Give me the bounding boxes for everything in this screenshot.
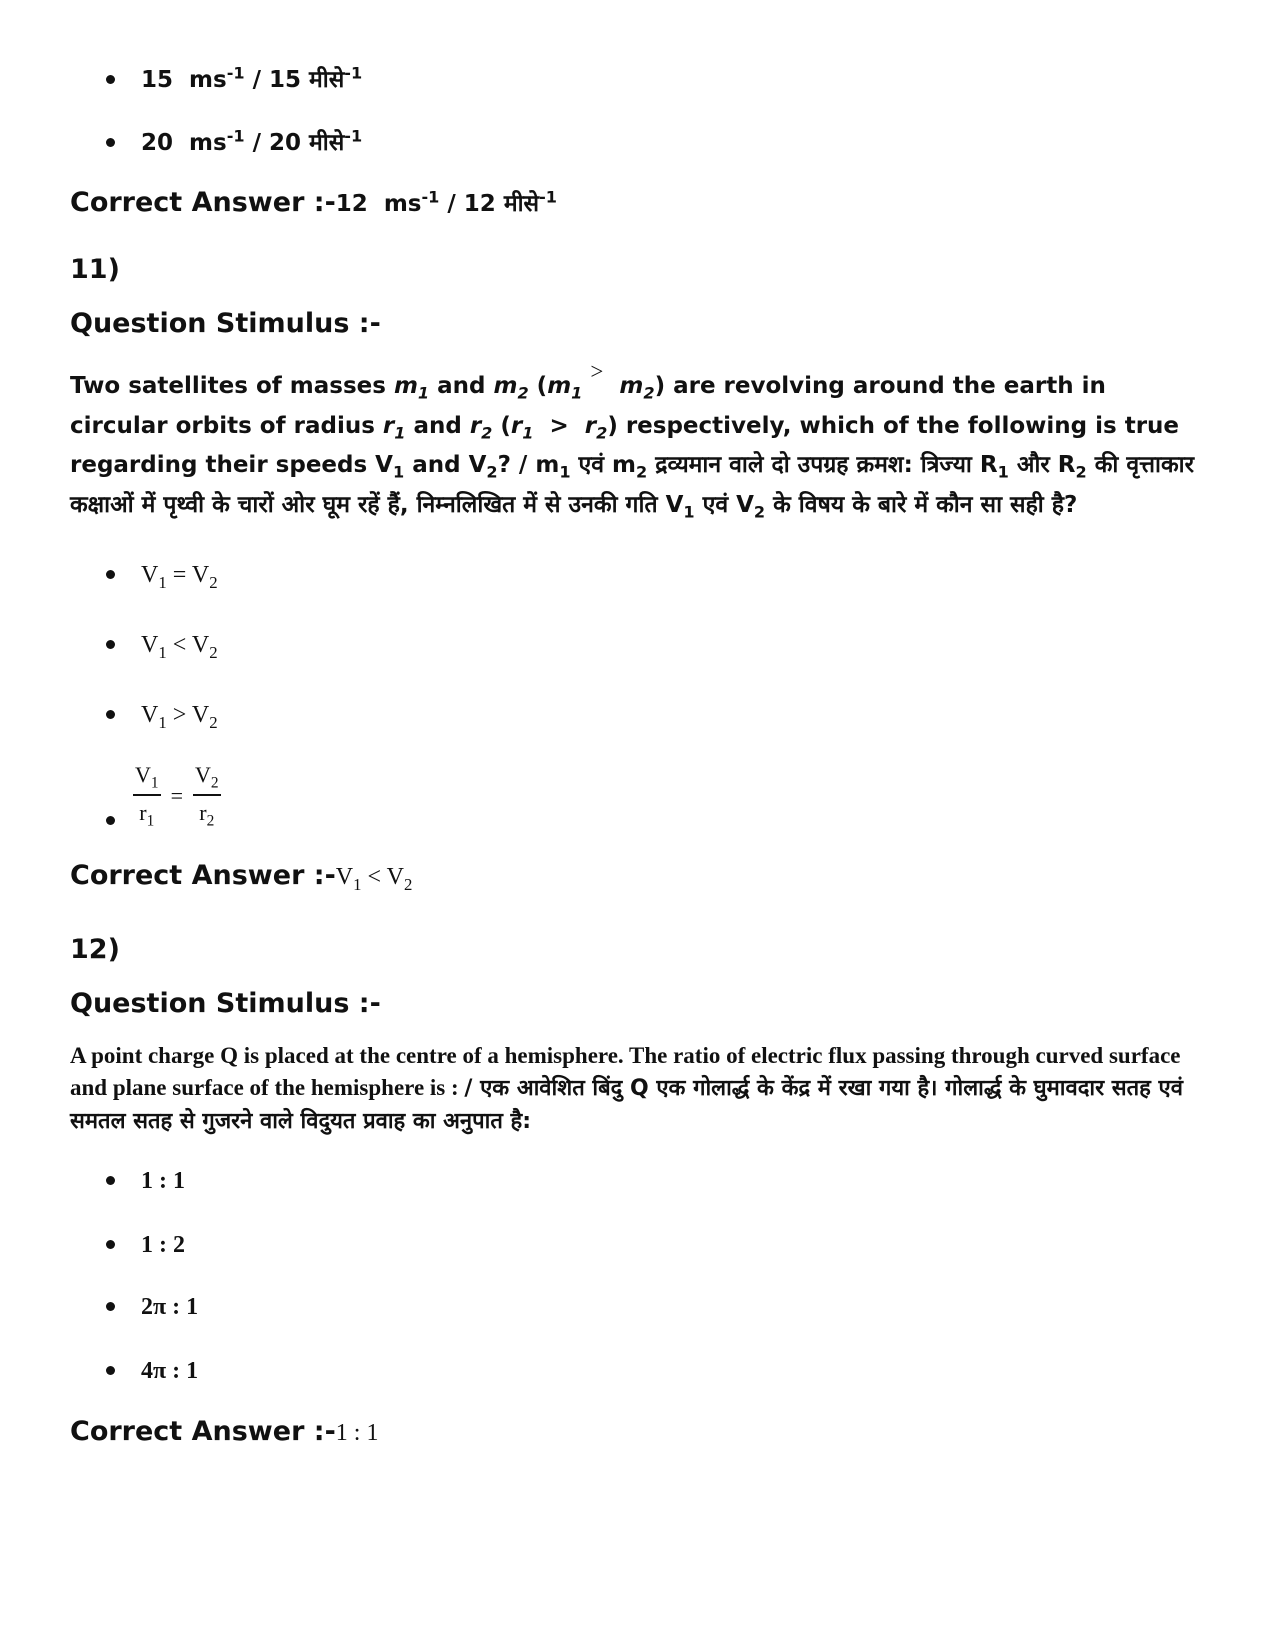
q12-correct-answer: Correct Answer :-1 : 1: [70, 1416, 379, 1447]
fraction-expression: $\frac{V_1}{r_1}$ = $\frac{V_2}{r_2}$: [135, 762, 219, 830]
q11-option-2[interactable]: $V_1 < V_2$: [106, 632, 218, 663]
q11-option-4[interactable]: [106, 762, 221, 831]
bullet-icon: [106, 75, 115, 84]
q12-option-3[interactable]: 2π : 1: [106, 1294, 198, 1321]
q10-option-2[interactable]: 20 $ms^{-1} / 20$ मीसे$^{-1}$: [106, 125, 362, 157]
q11-correct-answer: Correct Answer $:-V_1 < V_2$: [70, 860, 413, 894]
q11-option-1[interactable]: $V_1 = V_2$: [106, 562, 218, 593]
bullet-icon: [106, 1176, 115, 1185]
bullet-icon: [106, 640, 115, 649]
q11-stimulus-label: Question Stimulus :-: [70, 308, 381, 339]
q12-stimulus-label: Question Stimulus :-: [70, 988, 381, 1019]
q12-question-text: A point charge Q is placed at the centre of a hemisphere. The ratio of electric flux passing through curved surface and plane surface of the hemisphere is : / एक आवेशित बिंदु Q एक गोलार्द्ध के केंद्र में रखा गया है। गोलार्द्ध के घुमावदार सतह एवं समतल सतह से गुजरने वाले विदुयत प्रवाह का अनुपात है:: [70, 1043, 1183, 1134]
bullet-icon: [106, 1366, 115, 1375]
q12-option-4[interactable]: 4π : 1: [106, 1358, 198, 1385]
bullet-icon: [106, 710, 115, 719]
q11-number: 11): [70, 254, 120, 285]
q11-option-3[interactable]: $V_1 > V_2$: [106, 702, 218, 733]
q10-correct-answer: Correct Answer :-12 $ms^{-1} / 12$ मीसे$^{-1}$: [70, 187, 557, 218]
bullet-icon: [106, 138, 115, 147]
bullet-icon: [106, 1240, 115, 1249]
bullet-icon: [106, 816, 115, 825]
q10-option-1[interactable]: 15 $ms^{-1} / 15$ मीसे$^{-1}$: [106, 62, 362, 94]
q11-question-text: Two satellites of masses $m_1$ and $m_2$ $(m_1 > m_2)$ are revolving around the earth in circular orbits of radius $r_1$ and $r_2$ $(r_1 > r_2)$ respectively, which of the following is true regarding their speeds $V_1$ and $V_2$? / $m_1$ एवं $m_2$ द्रव्यमान वाले दो उपग्रह क्रमश: त्रिज्या $R_1$ और $R_2$ की वृत्ताकार कक्षाओं में पृथ्वी के चारों ओर घूम रहें हैं, निम्नलिखित में से उनकी गति $V_1$ एवं $V_2$ के विषय के बारे में कौन सा सही है?: [70, 359, 1194, 522]
q12-option-2[interactable]: 1 : 2: [106, 1232, 185, 1259]
bullet-icon: [106, 570, 115, 579]
q12-number: 12): [70, 934, 120, 965]
bullet-icon: [106, 1302, 115, 1311]
q12-option-1[interactable]: 1 : 1: [106, 1168, 185, 1195]
